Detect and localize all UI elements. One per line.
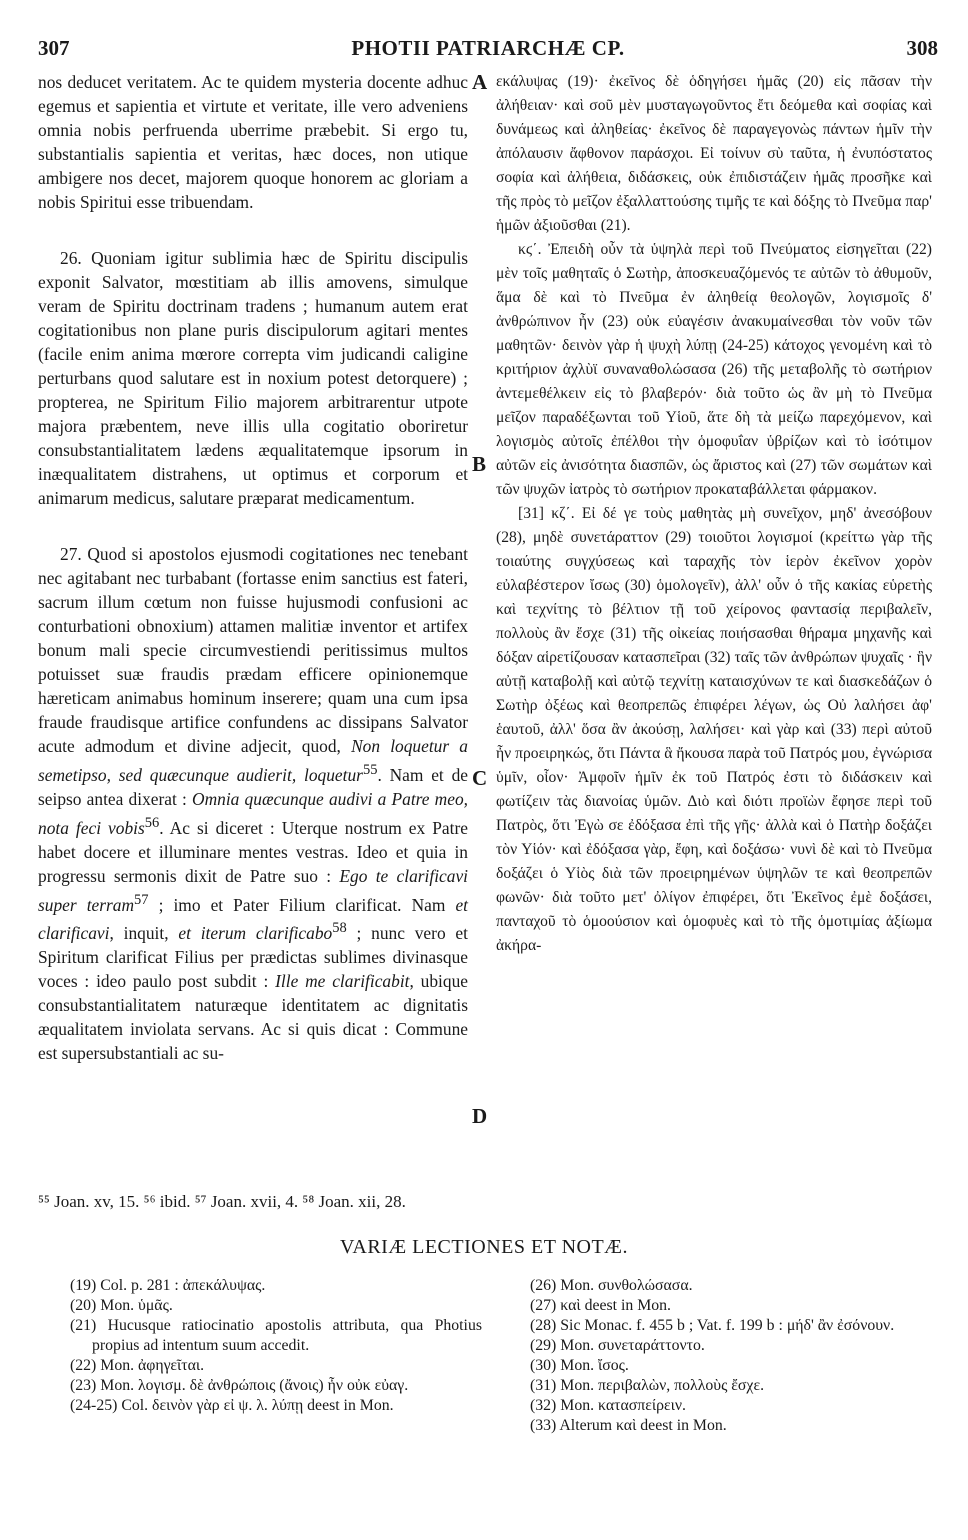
variant-note: (19) Col. p. 281 : ἀπεκάλυψας. [70, 1277, 266, 1294]
margin-letter-d: D [472, 1104, 488, 1128]
variant-note: (26) Mon. συνθολώσασα. [530, 1277, 693, 1294]
variant-note: (22) Mon. ἀφηγεῖται. [70, 1357, 205, 1374]
latin-paragraph-1: nos deducet veritatem. Ac te quidem mysteria docente adhuc egemus et sapientia et virtute et veritate, ille vero adveniens omnia nobis perfruenda uberrime præbebit. Si ergo tu, substantialis sapientia et veritas, hæc doces, non utique ambigere nos decet, majorem quoque honorem ac gloriam a nobis Spiritui esse tribuendam. [38, 72, 468, 212]
variant-note: (30) Mon. ἴσος. [530, 1357, 629, 1374]
footnote-ref: 58 [332, 920, 347, 937]
variant-note: (28) Sic Monac. f. 455 b ; Vat. f. 199 b : μήδ' ἂν ἐσόνουν. [530, 1317, 895, 1334]
footnote-ref: 56 [144, 814, 160, 831]
latin-text: , inquit, [109, 923, 179, 944]
latin-paragraph-27 [38, 542, 468, 1065]
page-number-right: 308 [906, 36, 938, 60]
variae-title: VARIÆ LECTIONES ET NOTÆ. [340, 1236, 628, 1258]
footnote-ref: 55 [362, 762, 378, 778]
scripture-footnotes: ⁵⁵ Joan. xv, 15. ⁵⁶ ibid. ⁵⁷ Joan. xvii, 4. ⁵⁸ Joan. xii, 28. [38, 1192, 406, 1211]
footnote-ref: 57 [134, 891, 149, 908]
variant-note: (32) Mon. κατασπείρειν. [530, 1397, 686, 1414]
latin-quote: Ego te clarificavi super terram [38, 865, 469, 915]
latin-quote: Ille me clarificabit [275, 971, 410, 992]
latin-paragraph-26: 26. Quoniam igitur sublimia hæc de Spiritu discipulis exponit Salvator, mœstitiam ab illis amovens, simulque veram de Spiritu doctrinam tradens ; humanum autem erat cogitationibus non plane puris discipulorum agitari mentes (facile enim anima mœrore correpta vim judicandi caligine perturbans quod salutare est in noxium potest detorquere) ; propterea, ne Spiritum Filio majorem arbitrarentur utpote majora præbentem, neve illis ulla cogitatio oboriretur consubstantialitatem lædens æqualitatemque ipsorum in inæqualitatem distrahens, ut optimus et corporum et animarum medicus, salutare præparat medicamentum. [38, 248, 468, 508]
latin-column [38, 70, 468, 1065]
variant-note: (20) Mon. ὑμᾶς. [70, 1297, 173, 1314]
variant-note: (33) Alterum καὶ deest in Mon. [530, 1417, 727, 1434]
variant-note: (31) Mon. περιβαλὼν, πολλοὺς ἔσχε. [530, 1377, 765, 1394]
variae-right-column [530, 1276, 930, 1436]
variant-note: (21) Hucusque ratiocinatio apostolis attributa, qua Photius propius ad intentum suum accedit. [70, 1317, 482, 1354]
margin-letter-b: B [472, 452, 487, 476]
page-header [38, 36, 938, 66]
page-number-left: 307 [38, 36, 70, 60]
latin-quote: et iterum clarificabo [178, 923, 333, 944]
variant-note: (27) καὶ deest in Mon. [530, 1297, 671, 1314]
greek-column [496, 70, 932, 958]
margin-letter-a: A [472, 70, 488, 94]
latin-text: . Ac si diceret : Uterque nostrum ex Patre habet docere et illuminare mentes vestras. Ideo et quia in progressu sermonis dixit de Patre suo : [38, 817, 468, 886]
latin-quote: Non loquetur a semetipso, sed quæcunque audierit, loquetur [38, 736, 469, 785]
running-title: PHOTII PATRIARCHÆ CP. [351, 36, 625, 60]
greek-paragraph-1: εκάλυψας (19)· ἐκεῖνος δὲ ὁδηγήσει ἡμᾶς (20) εἰς πᾶσαν τὴν ἀλήθειαν· καὶ σοῦ μὲν μυσταγωγοῦντος ἔτι δεόμεθα καὶ σοφίας καὶ δυνάμεως καὶ ἀληθείας· ἐκεῖνος δὲ παραγεγονὼς πάντων ἡμῖν τὴν ἀπόλαυσιν ἄφθονον παράσχοι. Εἰ τοίνυν σὺ ταῦτα, ἡ ἐνυπόστατος σοφία καὶ ἀλήθεια, διδάσκεις, οὐκ ἐπιδιστάζειν ἡμᾶς προσῆκε καὶ τῆς πρὸς τὸ μεῖζον ἐξαλλαττούσης τιμῆς τε καὶ δόξης τὸ Πνεῦμα παρ' ἡμῶν ἀξιοῦσθαι (21). [496, 73, 932, 234]
latin-text: ; imo et Pater Filium clarificat. Nam [148, 894, 456, 915]
variant-note: (24-25) Col. δεινὸν γὰρ εἰ ψ. λ. λύπῃ deest in Mon. [70, 1397, 394, 1414]
latin-quote: et clarificavi [38, 894, 468, 944]
latin-text: , ubique consubstantialitatem naturæque identitatem ac dignitatis æqualitatem inviolata servans. Ac si quis dicat : Commune est supersubstantiali ac su- [38, 971, 469, 1064]
latin-text: . Nam et de seipso antea dixerat : [38, 764, 468, 809]
variant-note: (29) Mon. συνεταράττοντο. [530, 1337, 705, 1354]
variae-left-column [70, 1276, 482, 1416]
latin-text: 27. Quod si apostolos ejusmodi cogitationes nec tenebant nec agitabant nec turbabant (fortasse enim sanctius est fateri, sacrum illum cœtum non fuisse hujusmodi confusioni ac conturbationi obnoxium) attamen malitiæ inventor et artifex bonum mali specie circumvestiendi peritissimus multos potuisset suæ fraudis prædam efficere opinionemque hæreticam animabus hominum inserere; quam una cum ipsa fraude fraudisque artifice confundens ac dissipans Salvator acute admodum et divine adjecit, quod, [38, 544, 468, 756]
latin-quote: Omnia quæcunque audivi a Patre meo, nota feci vobis [38, 788, 468, 838]
latin-text: ; nunc vero et Spiritum clarificat Filius per prædictas sublimes divinasque voces : ideo paulo post subdit : [38, 923, 468, 992]
variant-note: (23) Mon. λογισμ. δὲ ἀνθρώποις (ἄνοις) ἦν οὐκ εὐαγ. [70, 1377, 409, 1394]
greek-paragraph-27: [31] κζ΄. Εἰ δέ γε τοὺς μαθητὰς μὴ συνεῖχον, μηδ' ἀνεσόβουν (28), μηδὲ συνετάραττον (29) τοιοῦτοι λογισμοί (κρείττω γὰρ τῆς τοιαύτης συγχύσεως καὶ ταραχῆς τὸν ἱερὸν ἐκεῖνον χορὸν εὐλαβέστερον ἴσως (30) ὁμολογεῖν), ἀλλ' οὖν ὁ τῆς κακίας εὑρετὴς καὶ τεχνίτης τὸ βέλτιον τῇ τοῦ χείρονος φαντασίᾳ περιβαλεῖν, πολλοὺς ἂν ἔσχε (31) τῆς οἰκείας ποιήσασθαι θήραμα μηχανῆς καὶ δόξαν αἱρετίζουσαν κατασπεῖραι (32) ταῖς τῶν ἀνθρώπων ψυχαῖς · ἣν αὐτῇ καταβολῇ καὶ αὐτῷ τεχνίτῃ καταισχύνων τε καὶ διασκεδάζων ὁ Σωτὴρ ὀξέως καὶ θεοπρεπῶς ἐπιφέρει λέγων, ὡς Οὐ λαλήσει ἀφ' ἑαυτοῦ, ἀλλ' ὅσα ἂν ἀκούσῃ, λαλήσει· καὶ γὰρ καὶ (33) περὶ αὐτοῦ ἦν προειρηκώς, ὅτι Πάντα ἃ ἤκουσα παρὰ τοῦ Πατρός μου, ἐγνώρισα ὑμῖν, οἷον· Ἀμφοῖν ἡμῖν ἐκ τοῦ Πατρός ἐστι τὸ διδάσκειν καὶ φωτίζειν τὰς διανοίας ὑμῶν. Διὸ καὶ διότι προϊὼν ἔφησε περὶ τοῦ Πατρὸς, ὅτι Ἐγὼ σε ἐδόξασα ἐπὶ τῆς γῆς· ἀλλὰ καὶ ὁ Πατὴρ δοξάζει τὸν Υἱόν· καὶ ἐδόξασα γὰρ, ἔφη, καὶ δοξάσω· νυνὶ δὲ καὶ τὸ Πνεῦμα δοξάζει ὁ Υἱὸς διὰ τῶν προειρημένων ὑψηλῶν τε καὶ θεοπρεπῶν φωνῶν· διὰ τοῦτο μετ' ὀλίγον ἐπιφέρει, ὅτι Ἐκεῖνος ἐμὲ δοξάσει, πανταχοῦ τὸ ὁμοούσιον καὶ ὁμοφυὲς καὶ τὸ τῆς ὁμοτιμίας ἀξίωμα ἀκήρα- [496, 505, 932, 954]
greek-paragraph-26: κϛ΄. Ἐπειδὴ οὖν τὰ ὑψηλὰ περὶ τοῦ Πνεύματος εἰσηγεῖται (22) μὲν τοῖς μαθηταῖς ὁ Σωτὴρ, ἀποσκευαζόμενός τε αὐτῶν τὸ ἀθυμοῦν, ἅμα δὲ καὶ τὸ Πνεῦμα ἐν ἀληθείᾳ θεολογῶν, λογισμοῖς δ' ἀνθρώπινον ἦν (23) οὐκ εὐαγέσιν ἀνακυμαίνεσθαι τὸν νοῦν τῶν μαθητῶν· δεινὸν γὰρ ἡ ψυχὴ λύπῃ (24-25) κάτοχος γενομένη καὶ τὸ κριτήριον ἀχλὺϊ συναναθολώσασα (26) τῆς μεταβολῆς τὸ σωτήριον ἀντεμεθέλκειν εἰς τὸ βλαβερόν· διὰ τοῦτο ὡς ἂν μὴ τὸ Πνεῦμα μεῖζον παραδέξωνται τοῦ Υἱοῦ, ἅτε δὴ τὰ μείζω παρεχόμενον, καὶ λογισμὸς αὐτοῖς ἐπέλθοι τὴν ὁμοφυΐαν ὑβρίζων καὶ τὸ ἰσότιμον αὐτῶν εἰς ἀνισότητα διασπῶν, ὡς ἄριστος καὶ (27) τῶν σωμάτων καὶ τῶν ψυχῶν ἰατρὸς τὸ σωτήριον προκαταβάλλεται φάρμακον. [496, 241, 932, 498]
margin-letter-c: C [472, 766, 488, 790]
